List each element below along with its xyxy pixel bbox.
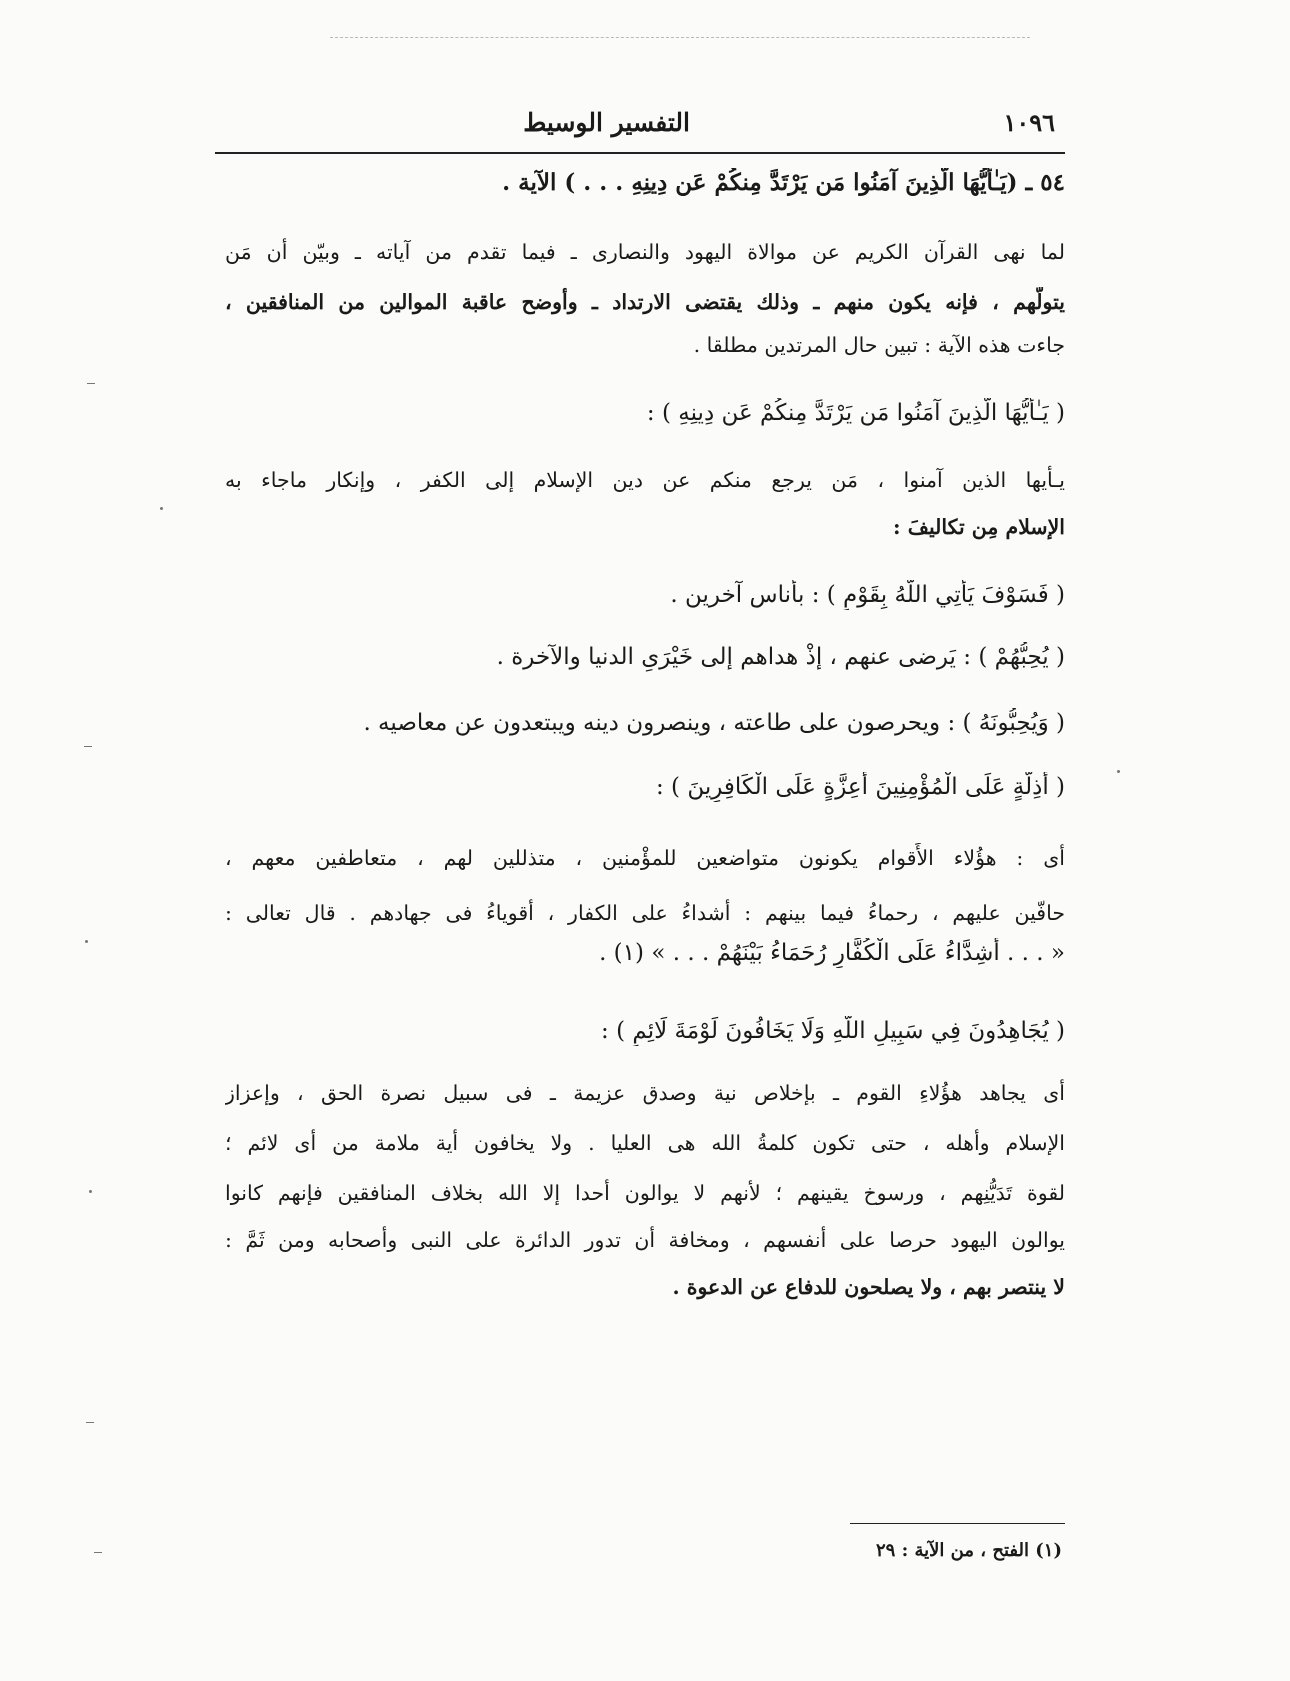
verse-quote: ( فَسَوْفَ يَأْتِي اللَّهُ بِقَوْمٍ ) : بأُناس آخرين . (670, 582, 1065, 608)
paragraph-line: يتولّهم ، فإنه يكون منهم ـ وذلك يقتضى الارتداد ـ وأوضح عاقبة الموالين من المنافقين ، (225, 290, 1065, 314)
paragraph-line: يوالون اليهود حرصا على أنفسهم ، ومخافة أن تدور الدائرة على النبى وأصحابه ومن ثَمَّ : (225, 1228, 1065, 1252)
header-rule (215, 152, 1065, 154)
verse-quote: ( يُحِبُّهُمْ ) : يَرضى عنهم ، إذْ هداهم إلى خَيْرَىِ الدنيا والآخرة . (496, 644, 1065, 670)
page-number: ١٠٩٦ (1003, 108, 1055, 137)
paragraph-line: أى : هؤُلاء الأَقوام يكونون متواضعين للمؤْمنين ، متذللين لهم ، متعاطفين معهم ، (225, 846, 1065, 870)
scan-speck (85, 940, 88, 943)
running-header (215, 108, 1065, 148)
verse-heading: ٥٤ ـ (يَـٰأَيُّهَا الَّذِينَ آمَنُوا مَن يَرْتَدَّ مِنكُمْ عَن دِينِهِ . . . ) الآية . (502, 169, 1065, 196)
scan-speck (86, 1422, 94, 1423)
scan-speck (89, 1190, 92, 1193)
paragraph-line: الإسلام وأهله ، حتى تكون كلمةُ الله هى العليا . ولا يخافون أية ملامة من أى لائم ؛ (225, 1131, 1065, 1155)
scan-speck (94, 1552, 102, 1553)
paragraph-line: لما نهى القرآن الكريم عن موالاة اليهود والنصارى ـ فيما تقدم من آياته ـ وبيّن أن مَن (225, 240, 1065, 264)
footnote-rule (850, 1523, 1065, 1524)
scan-speck (1117, 770, 1120, 773)
paragraph-line: جاءت هذه الآية : تبين حال المرتدين مطلقا . (693, 333, 1065, 357)
verse-quote: ( أَذِلَّةٍ عَلَى الْمُؤْمِنِينَ أَعِزَّةٍ عَلَى الْكَافِرِينَ ) : (655, 774, 1065, 800)
paragraph-line: لا ينتصر بهم ، ولا يصلحون للدفاع عن الدعوة . (672, 1275, 1065, 1299)
verse-quote: ( يُجَاهِدُونَ فِي سَبِيلِ اللَّهِ وَلَا يَخَافُونَ لَوْمَةَ لَائِمٍ ) : (601, 1018, 1065, 1044)
paragraph-line: حافّين عليهم ، رحماءُ فيما بينهم : أشداءُ على الكفار ، أقوياءُ فى جهادهم . قال تعالى : (225, 901, 1065, 925)
verse-quote: ( وَيُحِبُّونَهُ ) : ويحرصون على طاعته ، وينصرون دينه ويبتعدون عن معاصيه . (363, 710, 1065, 736)
scan-speck (84, 746, 92, 747)
paragraph-line: الإسلام مِن تكاليفَ : (893, 515, 1065, 539)
scan-edge-marks (330, 37, 1030, 40)
verse-quote: ( يَـٰأَيُّهَا الَّذِينَ آمَنُوا مَن يَرْتَدَّ مِنكُمْ عَن دِينِهِ ) : (646, 400, 1065, 426)
paragraph-line: « . . . أَشِدَّاءُ عَلَى الْكُفَّارِ رُحَمَاءُ بَيْنَهُمْ . . . » (١) . (599, 940, 1065, 966)
paragraph-line: أى يجاهد هؤُلاءِ القوم ـ بإخلاص نية وصدق عزيمة ـ فى سبيل نصرة الحق ، وإعزاز (225, 1081, 1065, 1105)
scan-speck (160, 507, 163, 510)
paragraph-line: لقوة تَدَيُّنِهم ، ورسوخ يقينهم ؛ لأنهم لا يوالون أحدا إلا الله بخلاف المنافقين فإنهم كانوا (225, 1181, 1065, 1205)
scan-speck (87, 383, 95, 384)
paragraph-line: يـأيها الذين آمنوا ، مَن يرجع منكم عن دين الإسلام إلى الكفر ، وإنكار ماجاء به (225, 468, 1065, 492)
book-title: التفسير الوسيط (523, 108, 690, 137)
footnote: (١) الفتح ، من الآية : ٢٩ (875, 1540, 1062, 1561)
